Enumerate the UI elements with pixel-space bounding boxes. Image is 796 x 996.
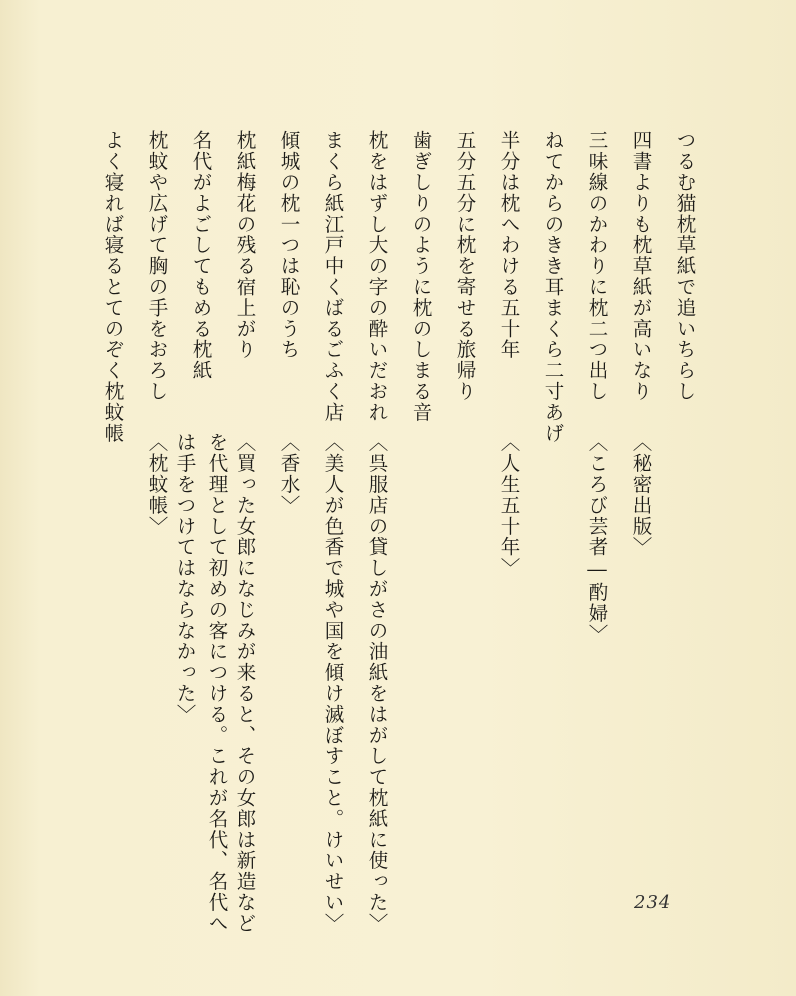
annotation-line: 〈香水〉 — [277, 432, 301, 516]
page-number: 234 — [634, 892, 672, 913]
verse-line: 枕蚊や広げて胸の手をおろし — [145, 130, 169, 402]
annotation-line: 〈人生五十年〉 — [497, 432, 521, 579]
verse-line: 名代がよごしてもめる枕紙 — [189, 130, 213, 381]
verse-line: まくら紙江戸中くばるごふく店 — [321, 130, 345, 423]
annotation-line: 〈美人が色香で城や国を傾け滅ぼすこと。けいせい〉 — [321, 432, 345, 934]
annotation-line: 〈買った女郎になじみが来ると、その女郎は新造など — [233, 432, 257, 934]
annotation-line: は手をつけてはならなかった〉 — [173, 432, 197, 725]
verse-line: 傾城の枕一つは恥のうち — [277, 130, 301, 360]
verse-line: 三味線のかわりに枕二つ出し — [585, 130, 609, 402]
verse-line: 半分は枕へわける五十年 — [497, 130, 521, 360]
annotation-line: 〈枕蚊帳〉 — [145, 432, 169, 537]
verse-line: 五分五分に枕を寄せる旅帰り — [453, 130, 477, 402]
verse-line: つるむ猫枕草紙で追いちらし — [673, 130, 697, 402]
verse-line: よく寝れば寝るとてのぞく枕蚊帳 — [101, 130, 125, 444]
verse-line: 枕をはずし大の字の酔いだおれ — [365, 130, 389, 423]
verse-line: 四書よりも枕草紙が高いなり — [629, 130, 653, 402]
annotation-line: 〈ころび芸者―酌婦〉 — [585, 432, 609, 645]
verse-line: 歯ぎしりのように枕のしまる音 — [409, 130, 433, 423]
annotation-line: 〈呉服店の貸しがさの油紙をはがして枕紙に使った〉 — [365, 432, 389, 934]
verse-line: 枕紙梅花の残る宿上がり — [233, 130, 257, 360]
annotation-line: を代理として初めの客につける。これが名代、名代へ — [205, 432, 229, 934]
annotation-line: 〈秘密出版〉 — [629, 432, 653, 558]
verse-line: ねてからのきき耳まくら二寸あげ — [541, 130, 565, 444]
